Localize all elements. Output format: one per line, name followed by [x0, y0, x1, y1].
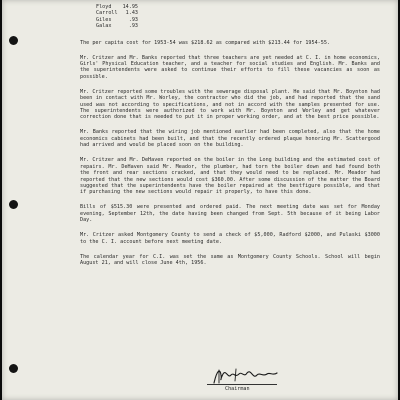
signature-line	[207, 384, 277, 385]
binder-hole	[9, 200, 18, 209]
paragraph-wiring: Mr. Banks reported that the wiring job mentioned earlier had been completed, also that the home economics cabinets had been built, and that the recently ordered plaque honoring Mr. Scattergood had arrived and would be placed soon on the building.	[80, 129, 380, 149]
document-page	[2, 0, 398, 400]
paragraph-sewerage: Mr. Critzer reported some troubles with the sewerage disposal plant. He said that Mr. Boynton had been in contact with Mr. Worley, the contractor who did the job, and had reported that the sand used was not according to specifications, and not in accord with the samples presented for use. The superintendents were authorized to work with Mr. Boynton and Worley and get whatever correction done that is needed to put it in proper working order, and at the best price possible.	[80, 88, 380, 121]
cost-name: Floyd	[96, 4, 112, 10]
signature-block	[207, 366, 327, 394]
paragraph-bills: Bills of $515.30 were presented and ordered paid. The next meeting date was set for Monday evening, September 12th, the date having been changed from Sept. 5th because of it being Labor Day.	[80, 204, 380, 224]
cost-value: 14.95	[122, 4, 138, 10]
paragraph-county-checks: Mr. Critzer asked Montgomery County to send a check of $5,000, Radford $2000, and Pulaski $3000 to the C. I. account before next meeting date.	[80, 232, 380, 245]
paragraph-per-capita: The per capita cost for 1953-54 was $218.62 as compared with $213.44 for 1954-55.	[80, 39, 331, 46]
handwritten-signature	[211, 366, 281, 386]
cost-value: 1.43	[125, 10, 138, 17]
binder-hole	[9, 364, 18, 373]
minutes-text	[80, 4, 380, 275]
cost-name: Carroll	[96, 10, 118, 17]
signature-title: Chairman	[225, 386, 250, 392]
paragraph-calendar: The calendar year for C.I. was set the same as Montgomery County Schools. School will begin August 21, and will close June 4th, 1956.	[80, 253, 380, 266]
binder-hole	[9, 36, 18, 45]
cost-row	[96, 23, 380, 29]
cost-list	[96, 4, 380, 30]
cost-name: Giles	[96, 16, 112, 23]
paragraph-teachers: Mr. Critzer and Mr. Banks reported that three teachers are yet needed at C. I. in home economics, Girls' Physical Education teacher, and a teacher for social studies and English. Mr. Banks and the superintendents were asked to continue their efforts to fill these vacancies as soon as possible.	[80, 54, 380, 80]
cost-name: Galax	[96, 23, 112, 30]
cost-value: .93	[128, 16, 138, 23]
cost-value: .93	[128, 23, 138, 30]
paragraph-boiler: Mr. Critzer and Mr. DeHaven reported on the boiler in the Long building and the estimated cost of repairs. Mr. DeHaven said Mr. Meador, the plumber, had torn the boiler down and had found both the front and rear sections cracked, and that they would need to be replaced. Mr. Meador had reported that the new sections would cost $360.00. After some discussion of the matter the Board suggested that the superintendents have the boiler repaired at the bestfigure possible, and that if purchasing the new sections would repair it properly, to have this done.	[80, 157, 380, 196]
